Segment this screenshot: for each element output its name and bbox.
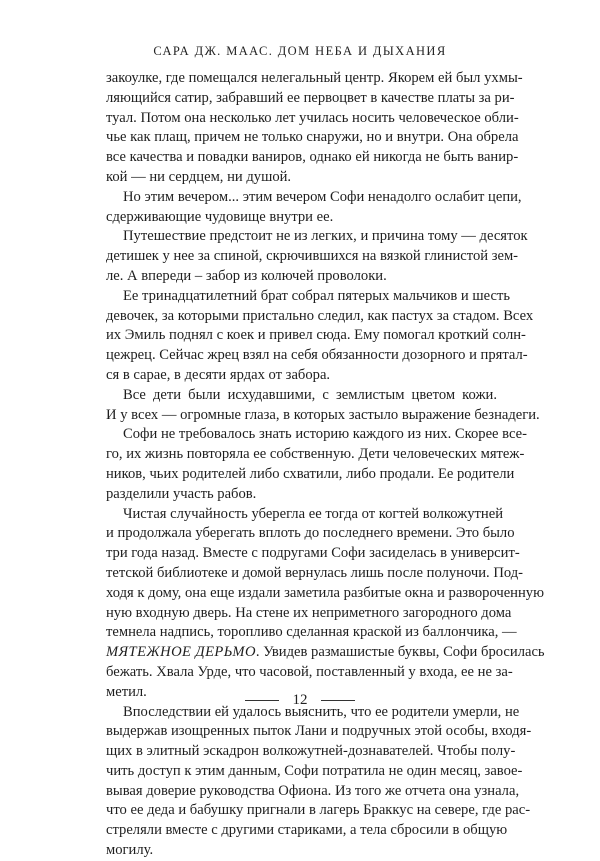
paragraph-3: [106, 227, 528, 286]
text-line: все качества и повадки ваниров, однако ей никогда не быть ванир-: [106, 149, 519, 166]
text-line: девочек, за которыми пристально следил, как пастух за стадом. Всех: [106, 307, 534, 324]
page-number: 12: [292, 692, 308, 708]
text-line: цежрец. Сейчас жрец взял на себя обязанности дозорного и прятал-: [106, 347, 528, 364]
text-line: ходя к дому, она еще издали заметила разбитые окна и развороченную: [106, 584, 545, 601]
text-line: Путешествие предстоит не из легких, и причина тому — десяток: [123, 228, 528, 245]
text-line: сдерживающие чудовище внутри ее.: [106, 208, 334, 225]
text-line: кой — ни сердцем, ни душой.: [106, 168, 292, 185]
text-line: разделили участь рабов.: [106, 485, 257, 502]
footer-rule-left: [245, 700, 279, 701]
paragraph-2: [106, 188, 522, 228]
text-line: Впоследствии ей удалось выяснить, что ее родители умерли, не: [123, 703, 520, 720]
text-line: метил.: [106, 683, 147, 700]
text-line: туал. Потом она несколько лет училась носить человеческое обли-: [106, 109, 519, 126]
text-line: стреляли вместе с другими стариками, а тела сбросили в общую: [106, 822, 508, 839]
running-title: САРА ДЖ. МААС. ДОМ НЕБА И ДЫХАНИЯ: [153, 44, 447, 58]
text-line: три года назад. Вместе с подругами Софи засиделась в университ-: [106, 545, 520, 562]
text-line: Чистая случайность уберегла ее тогда от когтей волкожутней: [123, 505, 504, 522]
paragraph-7: [106, 505, 545, 703]
text-line: ле. А впереди – забор из колючей проволоки.: [106, 267, 387, 284]
text-line: закоулке, где помещался нелегальный центр. Якорем ей был ухмы-: [106, 70, 523, 86]
text-line: выдержав изощренных пыток Лани и подручных этой особы, входя-: [106, 723, 532, 740]
paragraph-6: [106, 425, 527, 504]
text-line: Все дети были исхудавшими, с землистым цветом кожи.: [123, 386, 497, 403]
footer-rule-right: [321, 700, 355, 701]
text-line: Софи не требовалось знать историю каждого из них. Скорее все-: [123, 426, 527, 443]
text-line: ся в сарае, в десяти ярдах от забора.: [106, 366, 331, 383]
text-line: могилу.: [106, 842, 154, 859]
text-line-italic-start: МЯТЕЖНОЕ ДЕРЬМО. Увидев размашистые буквы, Софи бросилась: [106, 644, 545, 661]
text-line: детишек у нее за спиной, скрючившихся на вязкой глинистой зем-: [106, 248, 519, 265]
paragraph-8: [106, 703, 532, 861]
text-line: И у всех — огромные глаза, в которых застыло выражение безнадеги.: [106, 406, 540, 423]
text-line: ников, чьих родителей либо схватили, либо продали. Ее родители: [106, 465, 515, 482]
text-line: щих в элитный эскадрон волкожутней-дознавателей. Чтобы полу-: [106, 743, 516, 760]
text-line: вывая доверие руководства Офиона. Из того же отчета она узнала,: [106, 782, 520, 799]
text-line: чить доступ к этим данным, Софи потратила не один месяц, завое-: [106, 762, 523, 779]
running-header: [0, 44, 600, 59]
text-line: и продолжала уберегать вплоть до последнего времени. Это было: [106, 525, 515, 542]
text-line: что ее деда и бабушку пригнали в лагерь Браккус на севере, где рас-: [106, 802, 531, 819]
page-footer: [0, 692, 600, 709]
paragraph-4: [106, 287, 534, 386]
text-line: Но этим вечером... этим вечером Софи ненадолго ослабит цепи,: [123, 188, 522, 205]
text-line: го, их жизнь повторяла ее собственную. Дети человеческих мятеж-: [106, 446, 525, 463]
text-line: Ее тринадцатилетний брат собрал пятерых мальчиков и шесть: [123, 287, 510, 304]
text-line: ляющийся сатир, забравший ее первоцвет в качестве платы за ри-: [106, 89, 515, 106]
text-line: чье как плащ, причем не только снаружи, но и внутри. Она обрела: [106, 129, 519, 146]
text-line: их Эмиль поднял с коек и привел сюда. Ему помогал кроткий солн-: [106, 327, 526, 344]
body-text: [106, 69, 545, 861]
text-line: бежать. Хвала Урде, что часовой, поставленный у входа, ее не за-: [106, 663, 513, 680]
paragraph-1: [106, 69, 523, 188]
italic-phrase: МЯТЕЖНОЕ ДЕРЬМО: [106, 644, 256, 661]
paragraph-5: [106, 386, 540, 426]
text-line: тетской библиотеке и домой вернулась лишь после полуночи. Под-: [106, 564, 524, 581]
text-line: ную входную дверь. На стене их неприметного загородного дома: [106, 604, 512, 621]
text-line: темнела надпись, торопливо сделанная краской из баллончика, —: [106, 624, 517, 641]
